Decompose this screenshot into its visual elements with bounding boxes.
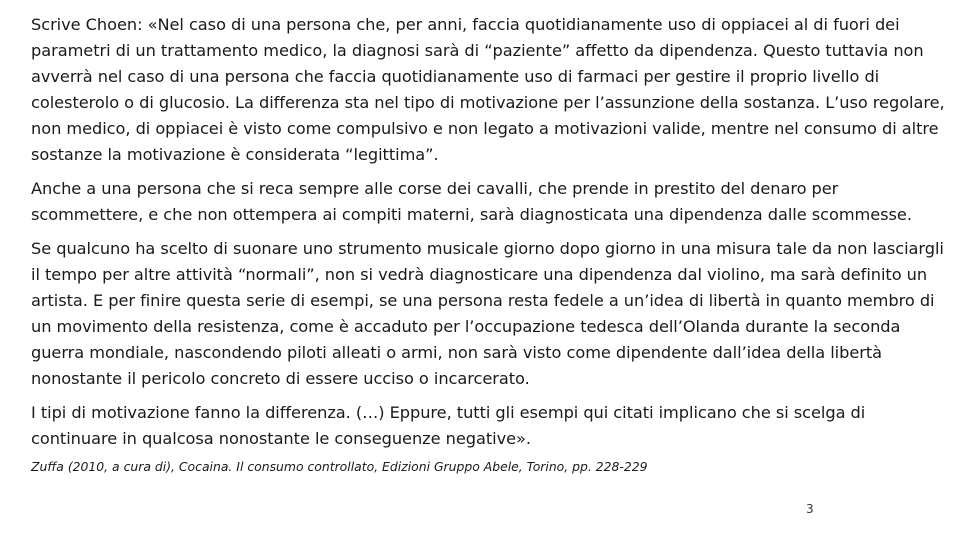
quote-body xyxy=(31,12,946,460)
quote-paragraph-4: I tipi di motivazione fanno la differenza. (…) Eppure, tutti gli esempi qui citati implicano che si scelga di continuare in qualcosa nonostante le conseguenze negative». xyxy=(31,403,866,448)
quote-paragraph-3: Se qualcuno ha scelto di suonare uno strumento musicale giorno dopo giorno in una misura tale da non lasciargli il tempo per altre attività “normali”, non si vedrà diagnosticare una dipendenza dal violino, ma sarà definito un artista. E per finire questa serie di esempi, se una persona resta fedele a un’idea di libertà in quanto membro di un movimento della resistenza, come è accaduto per l’occupazione tedesca dell’Olanda durante la seconda guerra mondiale, nascondendo piloti alleati o armi, non sarà visto come dipendente dall’idea della libertà nonostante il pericolo concreto di essere ucciso o incarcerato. xyxy=(31,239,944,388)
page-number: 3 xyxy=(806,502,814,516)
quote-paragraph-1: Scrive Choen: «Nel caso di una persona che, per anni, faccia quotidianamente uso di oppiacei al di fuori dei parametri di un trattamento medico, la diagnosi sarà di “paziente” affetto da dipendenza. Questo tuttavia non avverrà nel caso di una persona che faccia quotidianamente uso di farmaci per gestire il proprio livello di colesterolo o di glucosio. La differenza sta nel tipo di motivazione per l’assunzione della sostanza. L’uso regolare, non medico, di oppiacei è visto come compulsivo e non legato a motivazioni valide, mentre nel consumo di altre sostanze la motivazione è considerata “legittima”. xyxy=(31,15,945,164)
source-citation: Zuffa (2010, a cura di), Cocaina. Il consumo controllato, Edizioni Gruppo Abele, Torino, pp. 228-229 xyxy=(31,459,648,474)
quote-paragraph-2: Anche a una persona che si reca sempre alle corse dei cavalli, che prende in prestito del denaro per scommettere, e che non ottempera ai compiti materni, sarà diagnosticata una dipendenza dalle scommesse. xyxy=(31,179,912,224)
